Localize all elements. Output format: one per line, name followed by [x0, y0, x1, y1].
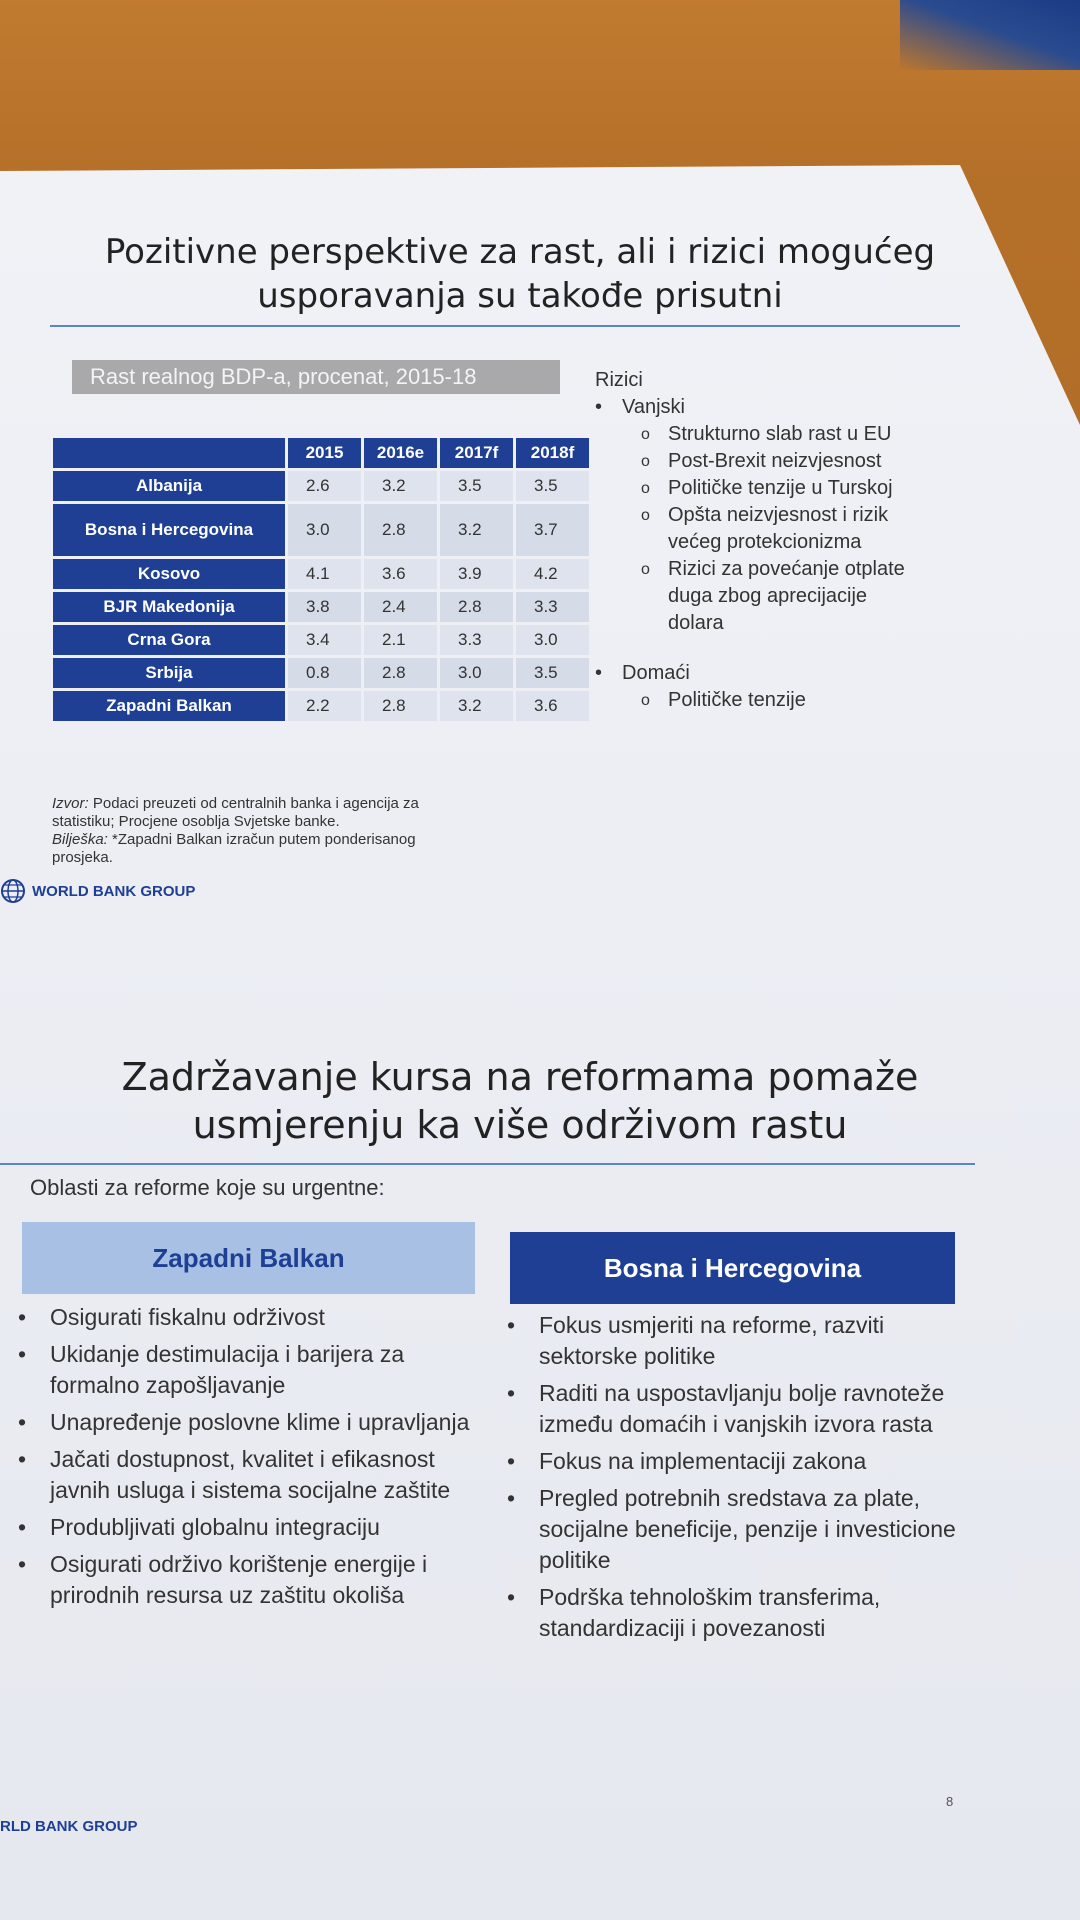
bullet-icon: • [507, 1485, 516, 1511]
izvor-label: Izvor: [52, 795, 89, 812]
risk-item: o Rizici za povećanje otplate [641, 556, 905, 583]
cell: 2.8 [440, 592, 513, 622]
paper-sheet [0, 165, 1080, 1920]
slide1-title-rule [50, 325, 960, 327]
slide1-title-line1: Pozitivne perspektive za rast, ali i rizici mogućeg [104, 232, 936, 272]
bullet-icon: • [507, 1380, 516, 1406]
cell: 3.5 [516, 658, 589, 688]
circle-bullet-icon: o [641, 453, 650, 470]
bullet-icon: • [18, 1446, 27, 1472]
bih-reform-list [507, 1310, 967, 1650]
table-caption: Rast realnog BDP-a, procenat, 2015-18 [72, 360, 560, 394]
slide2-title-line1: Zadržavanje kursa na reformama pomaže [121, 1055, 919, 1099]
source-note [52, 795, 472, 867]
cell: 2.8 [364, 691, 437, 721]
list-item: • Produbljivati globalnu integraciju [18, 1512, 473, 1543]
list-item: • Ukidanje destimulacija i barijera za formalno zapošljavanje [18, 1341, 405, 1398]
list-item: • Podrška tehnološkim transferima, standardizaciji i povezanosti [507, 1584, 881, 1641]
circle-bullet-icon: o [641, 426, 650, 443]
row-label: BJR Makedonija [53, 592, 285, 622]
table-header-2018: 2018f [516, 438, 589, 468]
table-corner-cell [53, 438, 285, 468]
cell: 3.2 [364, 471, 437, 501]
footer-logo: RLD BANK GROUP [0, 1818, 138, 1835]
cell: 3.6 [364, 559, 437, 589]
row-label: Bosna i Hercegovina [53, 504, 285, 556]
table-row [53, 691, 589, 721]
risk-item: o Post-Brexit neizvjesnost [641, 448, 905, 475]
table-row [53, 504, 589, 556]
cell: 2.8 [364, 658, 437, 688]
circle-bullet-icon: o [641, 692, 650, 709]
cell: 3.2 [440, 691, 513, 721]
risk-item: o Opšta neizvjesnost i rizik [641, 502, 905, 529]
bullet-icon: • [595, 662, 603, 684]
izvor-text: Podaci preuzeti od centralnih banka i agencija za statistiku; Procjene osoblja Svjetske banke. [52, 795, 419, 830]
logo-text: WORLD BANK GROUP [32, 882, 196, 900]
slide1-title-line2: usporavanja su takođe prisutni [257, 276, 783, 316]
table-header-2015: 2015 [288, 438, 361, 468]
list-item: • Osigurati fiskalnu održivost [18, 1302, 473, 1333]
globe-icon [0, 878, 26, 904]
slide2-title [40, 1053, 1000, 1149]
risk-group-external [595, 394, 905, 421]
cell: 3.3 [440, 625, 513, 655]
bullet-icon: • [595, 396, 603, 418]
world-bank-logo [0, 878, 195, 904]
cell: 2.6 [288, 471, 361, 501]
cell: 4.1 [288, 559, 361, 589]
list-item: • Osigurati održivo korištenje energije i prirodnih resursa uz zaštitu okoliša [18, 1551, 428, 1608]
table-header-2016: 2016e [364, 438, 437, 468]
slide2-title-line2: usmjerenju ka više održivom rastu [192, 1103, 848, 1147]
risks-heading: Rizici [595, 369, 643, 391]
list-item: • Raditi na uspostavljanju bolje ravnoteže između domaćih i vanjskih izvora rasta [507, 1380, 945, 1437]
bullet-icon: • [507, 1584, 516, 1610]
bullet-icon: • [507, 1448, 516, 1474]
bullet-icon: • [18, 1304, 27, 1330]
list-item: • Jačati dostupnost, kvalitet i efikasnost javnih usluga i sistema socijalne zaštite [18, 1446, 451, 1503]
biljeska-text: *Zapadni Balkan izračun putem ponderisanog prosjeka. [52, 831, 416, 866]
cell: 3.0 [440, 658, 513, 688]
risk-group-label: Vanjski [622, 396, 685, 418]
bullet-icon: • [18, 1514, 27, 1540]
cell: 3.4 [288, 625, 361, 655]
table-row [53, 625, 589, 655]
row-label: Crna Gora [53, 625, 285, 655]
risk-item-continuation: dolara [668, 612, 724, 634]
table-row [53, 592, 589, 622]
row-label: Kosovo [53, 559, 285, 589]
risk-item-continuation: duga zbog aprecijacije [668, 585, 868, 607]
cell: 2.8 [364, 504, 437, 556]
row-label: Albanija [53, 471, 285, 501]
row-label: Srbija [53, 658, 285, 688]
cell: 3.2 [440, 504, 513, 556]
cell: 3.5 [516, 471, 589, 501]
risk-item: o Političke tenzije u Turskoj [641, 475, 905, 502]
table-header-2017: 2017f [440, 438, 513, 468]
slide2-title-rule [0, 1163, 975, 1165]
bullet-icon: • [507, 1312, 516, 1338]
circle-bullet-icon: o [641, 480, 650, 497]
bullet-icon: • [18, 1551, 27, 1577]
table-row [53, 658, 589, 688]
cell: 3.9 [440, 559, 513, 589]
list-item: • Fokus na implementaciji zakona [507, 1446, 967, 1477]
cell: 3.5 [440, 471, 513, 501]
cell: 3.0 [288, 504, 361, 556]
cell: 3.3 [516, 592, 589, 622]
biljeska-label: Bilješka: [52, 831, 108, 848]
bullet-icon: • [18, 1341, 27, 1367]
cell: 2.2 [288, 691, 361, 721]
bih-heading: Bosna i Hercegovina [510, 1232, 955, 1304]
table-row [53, 559, 589, 589]
western-balkans-reform-list [18, 1302, 473, 1617]
list-item: • Pregled potrebnih sredstava za plate, socijalne beneficije, penzije i investicione politike [507, 1485, 956, 1573]
risk-item: o Strukturno slab rast u EU [641, 421, 905, 448]
cell: 3.7 [516, 504, 589, 556]
risk-item-continuation: većeg protekcionizma [668, 531, 862, 553]
circle-bullet-icon: o [641, 507, 650, 524]
cell: 3.6 [516, 691, 589, 721]
list-item: • Unapređenje poslovne klime i upravljanja [18, 1407, 473, 1438]
cell: 4.2 [516, 559, 589, 589]
cell: 3.0 [516, 625, 589, 655]
cell: 3.8 [288, 592, 361, 622]
western-balkans-heading: Zapadni Balkan [22, 1222, 475, 1294]
risk-group-label: Domaći [622, 662, 690, 684]
row-label: Zapadni Balkan [53, 691, 285, 721]
gdp-table [50, 435, 592, 724]
cell: 2.1 [364, 625, 437, 655]
risk-group-domestic [595, 660, 905, 687]
bullet-icon: • [18, 1409, 27, 1435]
circle-bullet-icon: o [641, 561, 650, 578]
list-item: • Fokus usmjeriti na reforme, razviti sektorske politike [507, 1312, 885, 1369]
reform-intro: Oblasti za reforme koje su urgentne: [30, 1175, 385, 1200]
risks-list [595, 367, 905, 714]
page-number: 8 [946, 1794, 954, 1809]
table-row [53, 471, 589, 501]
slide1-title [40, 230, 1000, 318]
folder-corner [900, 0, 1080, 70]
cell: 2.4 [364, 592, 437, 622]
risk-item: o Političke tenzije [641, 687, 905, 714]
cell: 0.8 [288, 658, 361, 688]
